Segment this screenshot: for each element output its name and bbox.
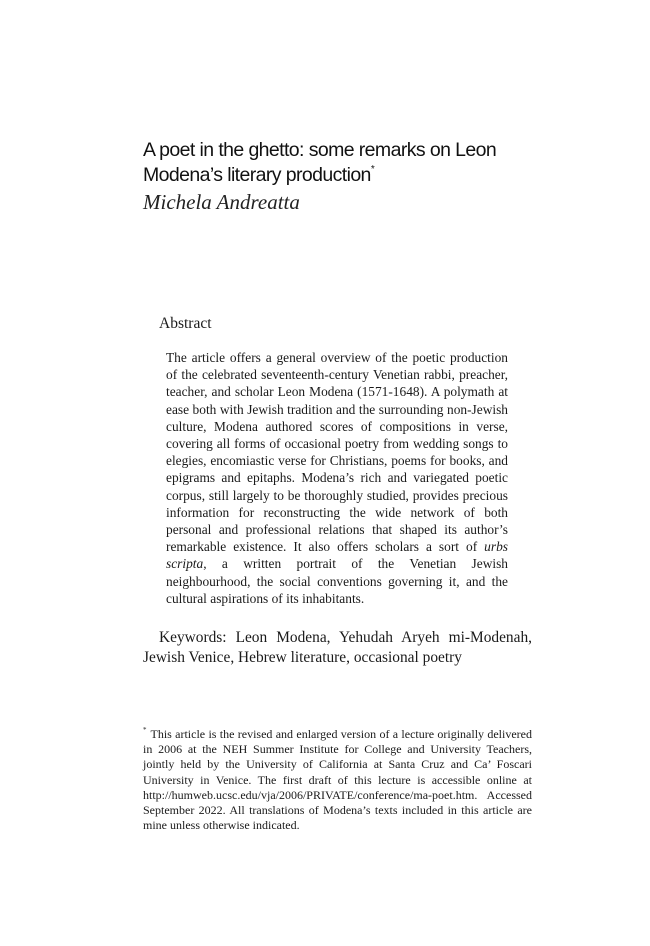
author-name: Michela Andreatta — [143, 190, 300, 214]
abstract-italic-term: urbs scripta — [166, 539, 508, 572]
article-title-text: A poet in the ghetto: some remarks on Leon Modena’s literary production — [143, 139, 497, 186]
abstract-text-part-1: The article offers a general overview of the poetic production of the celebrated seventeenth-century Venetian rabbi, preacher, teacher, and scholar Leon Modena (1571-1648). A polymath at ease both with Jewish tradition and the surrounding non-Jewish culture, Modena authored scores of compositions in verse, covering all forms of occasional poetry from wedding songs to elegies, encomiastic verse for Christians, poems for books, and epigrams and epitaphs. Modena’s rich and variegated poetic corpus, still largely to be thoroughly studied, provides precious information for reconstructing the wide network of both personal and professional relations that shaped its author’s remarkable existence. It also offers scholars a sort of — [166, 350, 508, 555]
footnote — [143, 727, 532, 833]
keywords: Keywords: Leon Modena, Yehudah Aryeh mi-Modenah, Jewish Venice, Hebrew literature, occasional poetry — [143, 629, 532, 666]
title-footnote-marker: * — [370, 163, 375, 175]
abstract-body — [166, 349, 508, 607]
title-block — [143, 138, 543, 215]
abstract-heading: Abstract — [159, 315, 212, 332]
abstract-text-part-2: , a written portrait of the Venetian Jewish neighbourhood, the social conventions governing it, and the cultural aspirations of its inhabitants. — [166, 556, 508, 606]
footnote-text: This article is the revised and enlarged version of a lecture originally delivered in 2006 at the NEH Summer Institute for College and University Teachers, jointly held by the University of California at Santa Cruz and Ca’ Foscari University in Venice. The first draft of this lecture is accessible online at http://humweb.ucsc.edu/vja/2006/PRIVATE/conference/ma-poet.htm. Accessed September 2022. All translations of Modena’s texts included in this article are mine unless otherwise indicated. — [143, 727, 532, 833]
footnote-marker: * — [143, 726, 147, 734]
article-title — [143, 138, 543, 188]
